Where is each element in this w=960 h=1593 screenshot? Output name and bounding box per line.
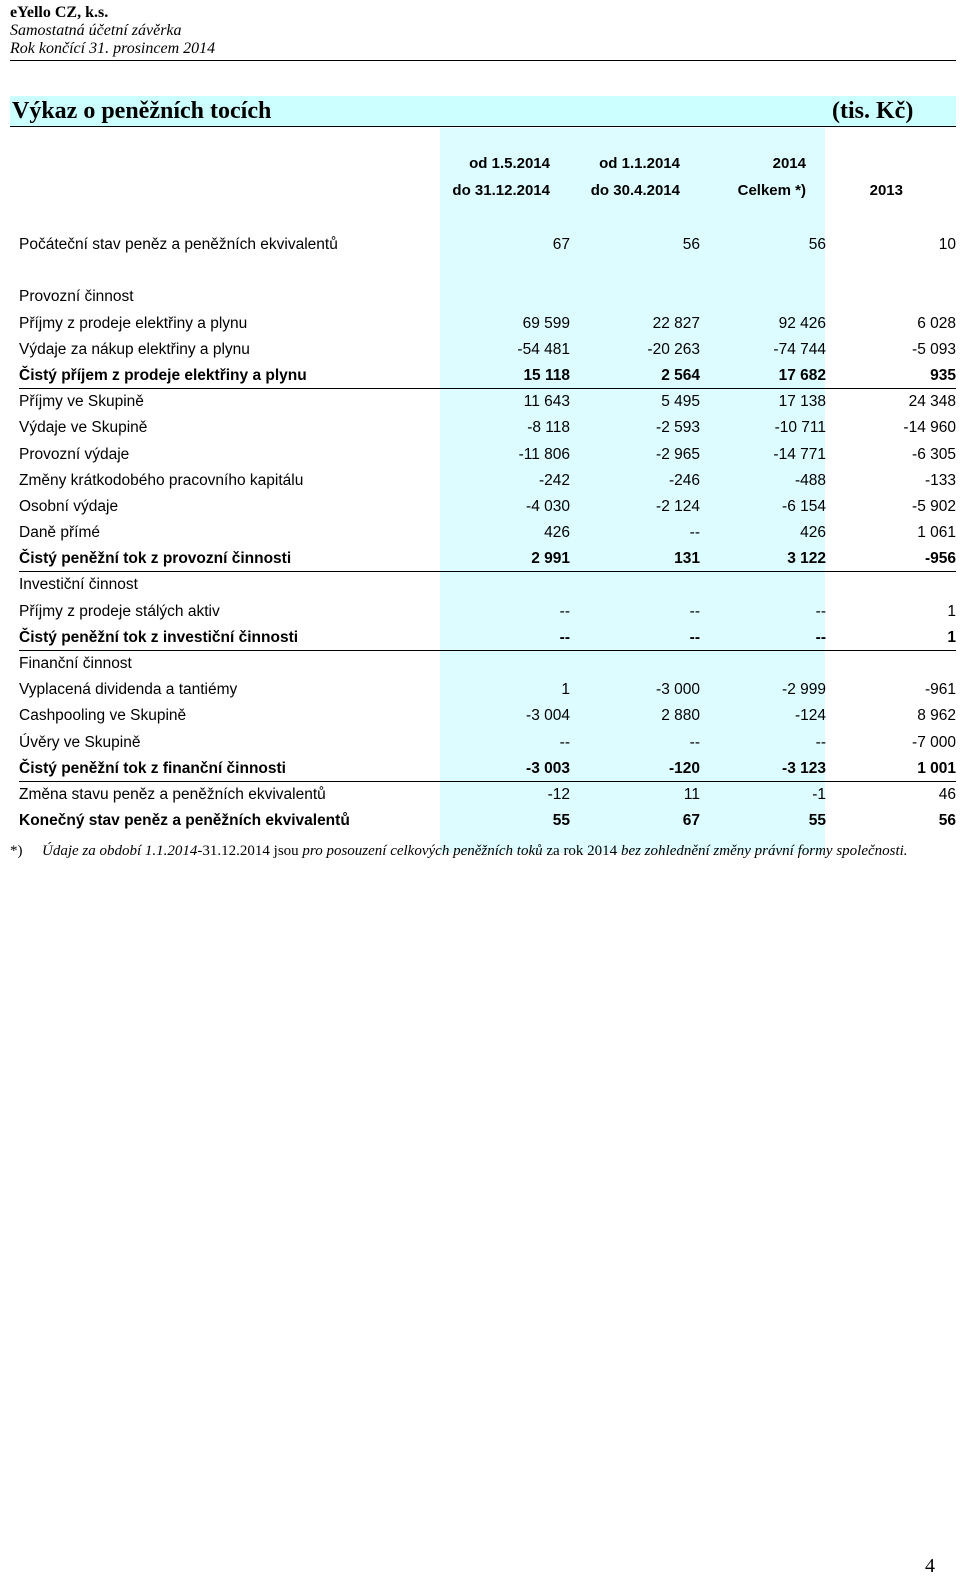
table-row — [10, 730, 956, 756]
row-label: Cashpooling ve Skupině — [19, 707, 187, 725]
row-label: Čistý peněžní tok z finanční činnosti — [19, 759, 286, 777]
row-value-col1: -- — [559, 733, 570, 751]
row-value-col2: -- — [689, 602, 700, 620]
row-value-col4: 56 — [938, 812, 956, 830]
footnote-part5: bez zohlednění změny právní formy společnosti. — [620, 843, 908, 859]
table-row — [10, 494, 956, 520]
row-value-col1: 15 118 — [523, 366, 570, 384]
row-label: Konečný stav peněz a peněžních ekvivalentů — [19, 812, 350, 830]
footnote-part2: -31.12.2014 jsou — [197, 843, 299, 859]
column-header-3-line1: 2014 — [772, 155, 806, 172]
row-value-col2: -- — [689, 628, 700, 646]
table-row — [10, 389, 956, 415]
table-row — [10, 625, 956, 651]
row-label: Změny krátkodobého pracovního kapitálu — [19, 471, 304, 489]
row-label: Čistý peněžní tok z provozní činnosti — [19, 550, 292, 568]
table-row — [10, 808, 956, 834]
row-value-col4: -133 — [924, 471, 956, 489]
table-row — [10, 677, 956, 703]
footnote-part4: za rok 2014 — [542, 843, 621, 859]
row-value-col1: -3 003 — [526, 759, 570, 777]
row-label: Příjmy ve Skupině — [19, 393, 144, 411]
footnote-part3: pro posouzení celkových peněžních toků — [298, 843, 543, 859]
spacer-row — [10, 258, 956, 284]
cash-flow-table — [10, 232, 956, 834]
statement-title: Výkaz o peněžních tocích — [12, 98, 272, 124]
column-header-2-line1: od 1.1.2014 — [599, 155, 680, 172]
reporting-period: Rok končící 31. prosincem 2014 — [10, 40, 216, 57]
row-value-col2: -20 263 — [647, 340, 700, 358]
table-row — [10, 415, 956, 441]
row-value-col1: 69 599 — [522, 314, 570, 332]
column-header-4-line2: 2013 — [869, 182, 903, 199]
row-value-col2: 56 — [682, 236, 700, 253]
row-value-col3: -74 744 — [773, 340, 826, 358]
table-row — [10, 468, 956, 494]
row-value-col2: 131 — [674, 550, 700, 568]
row-label: Provozní výdaje — [19, 445, 130, 463]
title-bar — [10, 96, 956, 127]
row-value-col3: 92 426 — [778, 314, 826, 332]
row-value-col3: 55 — [808, 812, 826, 830]
row-value-col3: 56 — [808, 236, 826, 253]
row-value-col4: -7 000 — [912, 733, 956, 751]
row-value-col3: -- — [815, 602, 826, 620]
row-value-col2: -120 — [668, 759, 700, 777]
row-value-col3: 426 — [800, 524, 826, 542]
row-value-col4: 935 — [930, 366, 956, 384]
row-value-col4: 1 — [947, 602, 956, 620]
row-value-col1: 1 — [561, 681, 570, 699]
row-value-col2: 67 — [682, 812, 700, 830]
row-label: Úvěry ve Skupině — [19, 733, 141, 751]
table-row — [10, 782, 956, 808]
row-value-col2: 5 495 — [661, 393, 700, 411]
page-number: 4 — [925, 1555, 935, 1577]
column-header-2-line2: do 30.4.2014 — [590, 182, 680, 199]
row-label: Vyplacená dividenda a tantiémy — [19, 681, 238, 699]
row-value-col3: -124 — [794, 707, 826, 725]
row-value-col2: -3 000 — [656, 681, 700, 699]
unit-label: (tis. Kč) — [832, 98, 914, 124]
row-value-col4: -961 — [924, 681, 956, 699]
row-label: Osobní výdaje — [19, 497, 119, 515]
table-row — [10, 599, 956, 625]
footnote-part1: Údaje za období 1.1.2014 — [42, 843, 198, 859]
row-value-col1: 426 — [544, 524, 570, 542]
company-name: eYello CZ, k.s. — [10, 4, 109, 21]
row-value-col1: -8 118 — [527, 419, 570, 437]
row-label: Finanční činnost — [19, 655, 132, 672]
row-value-col3: -10 711 — [774, 419, 826, 437]
row-label: Daně přímé — [19, 524, 100, 542]
footnote-marker: *) — [10, 843, 23, 859]
row-value-col3: 17 138 — [778, 393, 826, 411]
row-value-col2: -246 — [668, 471, 700, 489]
row-value-col4: 24 348 — [908, 393, 956, 411]
row-value-col4: -5 902 — [912, 497, 956, 515]
row-value-col2: 2 564 — [661, 366, 700, 384]
table-row — [10, 520, 956, 546]
row-value-col2: -2 593 — [656, 419, 700, 437]
row-value-col3: -2 999 — [782, 681, 826, 699]
row-value-col4: 46 — [938, 785, 956, 803]
row-value-col1: -- — [559, 628, 570, 646]
report-type: Samostatná účetní závěrka — [10, 22, 182, 39]
row-value-col4: -14 960 — [903, 419, 956, 437]
table-row — [10, 284, 956, 310]
table-row — [10, 337, 956, 363]
table-row — [10, 311, 956, 337]
row-label: Investiční činnost — [19, 576, 138, 594]
row-value-col4: 1 — [947, 628, 956, 646]
row-label: Počáteční stav peněz a peněžních ekvivalentů — [19, 236, 338, 253]
column-header-1-line2: do 31.12.2014 — [452, 182, 550, 199]
row-value-col4: 8 962 — [917, 707, 956, 725]
row-value-col1: 55 — [552, 812, 570, 830]
row-value-col1: -242 — [538, 471, 570, 489]
table-row — [10, 756, 956, 782]
row-value-col2: 11 — [683, 785, 700, 803]
row-value-col3: -488 — [794, 471, 826, 489]
row-value-col3: 3 122 — [787, 550, 826, 568]
table-row — [10, 546, 956, 572]
row-value-col4: 1 061 — [917, 524, 956, 542]
row-value-col1: -11 806 — [518, 445, 570, 463]
row-label: Výdaje za nákup elektřiny a plynu — [19, 340, 250, 358]
table-row — [10, 232, 956, 258]
row-value-col3: -1 — [812, 785, 826, 803]
table-row — [10, 651, 956, 677]
row-value-col2: -- — [689, 524, 700, 542]
row-label: Výdaje ve Skupině — [19, 419, 148, 437]
document-header — [10, 4, 956, 61]
row-value-col3: -3 123 — [782, 759, 826, 777]
row-label: Čistý peněžní tok z investiční činnosti — [19, 628, 299, 646]
row-value-col3: -14 771 — [773, 445, 826, 463]
row-value-col3: -- — [815, 733, 826, 751]
row-value-col3: -- — [815, 628, 826, 646]
row-value-col1: -- — [559, 602, 570, 620]
row-label: Příjmy z prodeje elektřiny a plynu — [19, 314, 248, 332]
row-value-col4: 6 028 — [917, 314, 956, 332]
row-value-col2: -2 124 — [656, 497, 700, 515]
column-header-3-line2: Celkem *) — [737, 182, 806, 199]
table-row — [10, 442, 956, 468]
row-label: Provozní činnost — [19, 288, 134, 306]
row-value-col1: 67 — [552, 236, 570, 253]
row-value-col2: -- — [689, 733, 700, 751]
row-value-col2: 2 880 — [661, 707, 700, 725]
row-value-col1: 11 643 — [523, 393, 570, 411]
row-value-col2: 22 827 — [652, 314, 700, 332]
row-value-col1: 2 991 — [531, 550, 570, 568]
row-value-col2: -2 965 — [656, 445, 700, 463]
row-value-col4: 10 — [938, 236, 956, 253]
row-value-col4: -5 093 — [912, 340, 956, 358]
row-label: Čistý příjem z prodeje elektřiny a plynu — [19, 366, 307, 384]
row-value-col1: -12 — [547, 785, 570, 803]
row-value-col4: -6 305 — [912, 445, 956, 463]
table-row — [10, 703, 956, 729]
row-label: Příjmy z prodeje stálých aktiv — [19, 602, 220, 620]
row-value-col4: -956 — [924, 550, 956, 568]
row-value-col1: -54 481 — [517, 340, 570, 358]
row-value-col3: 17 682 — [778, 366, 826, 384]
row-value-col1: -4 030 — [526, 497, 570, 515]
column-header-1-line1: od 1.5.2014 — [469, 155, 550, 172]
table-row — [10, 572, 956, 598]
row-label: Změna stavu peněz a peněžních ekvivalentů — [19, 785, 326, 803]
row-value-col3: -6 154 — [782, 497, 826, 515]
row-value-col4: 1 001 — [917, 759, 956, 777]
footnote-text — [42, 842, 942, 860]
table-row — [10, 363, 956, 389]
row-value-col1: -3 004 — [526, 707, 570, 725]
